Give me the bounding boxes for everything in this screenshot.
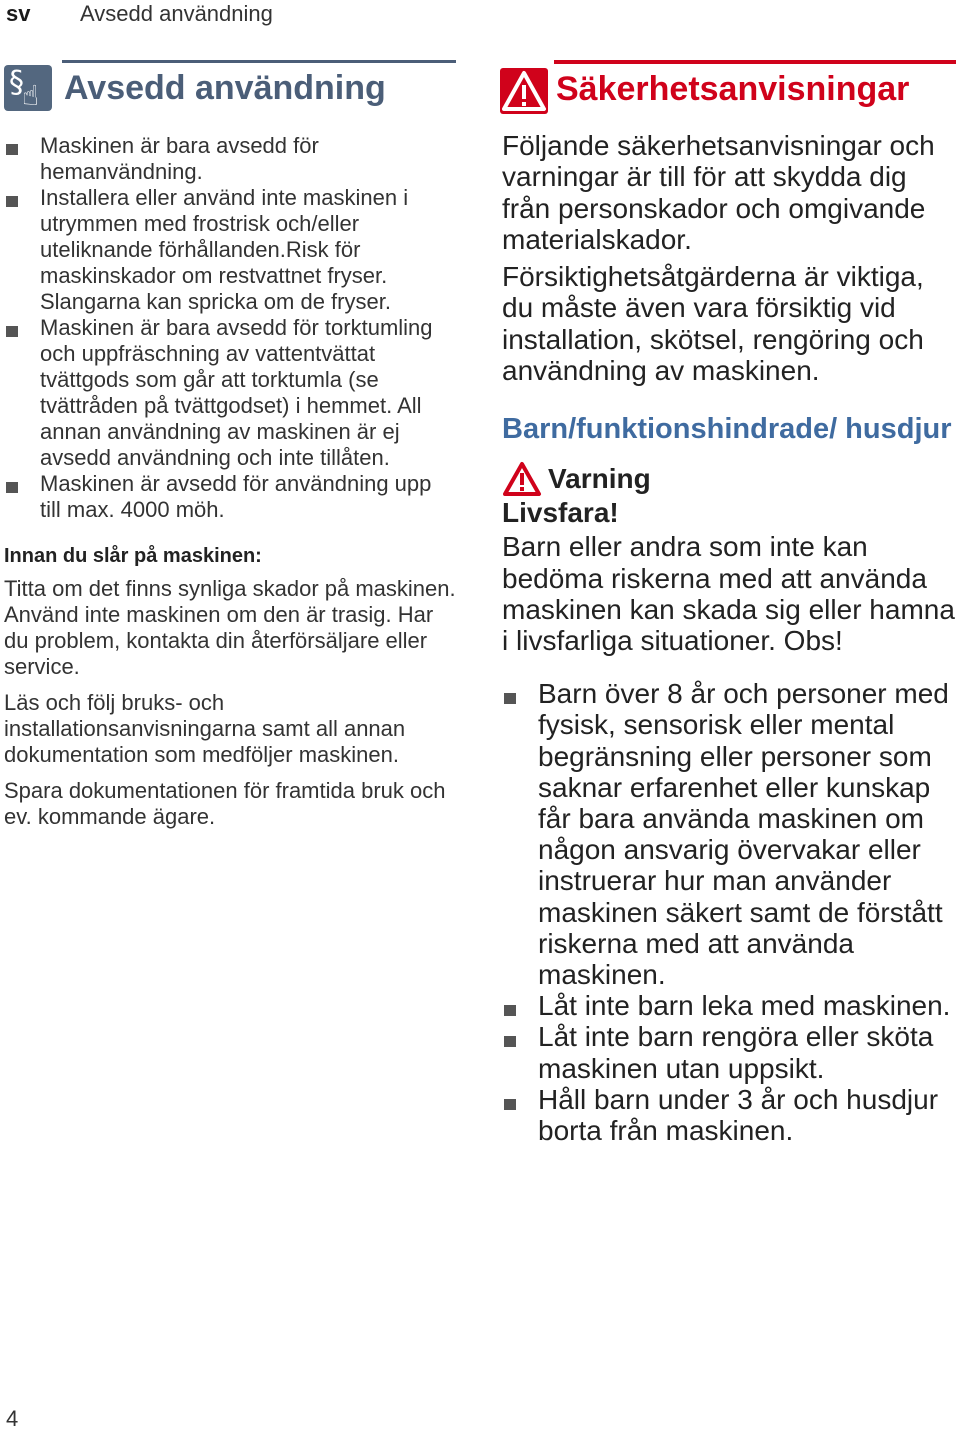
left-column: [4, 60, 456, 840]
language-code: sv: [6, 1, 31, 26]
list-item: Barn över 8 år och personer med fysisk, sensorisk eller mental begränsning eller personer som saknar erfarenhet eller kunskap får bara använda maskinen om någon ansvarig övervakar eller instruerar hur man använder maskinen säkert samt de förstått riskerna med att använda maskinen.: [502, 678, 956, 990]
intro-paragraph: Följande säkerhetsanvisningar och varningar är till för att skydda dig från personskador och omgivande materialskador.: [502, 130, 935, 255]
warning-triangle-icon: [502, 461, 542, 497]
warning-text: Barn eller andra som inte kan bedöma riskerna med att använda maskinen kan skada sig eller hamna i livsfarliga situationer. Obs!: [502, 531, 955, 656]
warning-triangle-icon: [500, 68, 548, 114]
section-title: Avsedd användning: [64, 69, 386, 107]
paragraph: Spara dokumentationen för framtida bruk och ev. kommande ägare.: [4, 778, 446, 829]
danger-label: Livsfara!: [502, 497, 619, 529]
paragraph: Titta om det finns synliga skador på maskinen. Använd inte maskinen om den är trasig. Har du problem, kontakta din återförsäljare eller service.: [4, 576, 456, 679]
intended-use-list: [4, 133, 456, 523]
paragraph-hand-icon: § ☝: [4, 65, 52, 111]
paragraph: Läs och följ bruks- och installationsanvisningarna samt all annan dokumentation som medföljer maskinen.: [4, 690, 406, 767]
list-item: Maskinen är bara avsedd för hemanvändning.: [4, 133, 456, 185]
list-item: Låt inte barn rengöra eller sköta maskinen utan uppsikt.: [502, 1021, 956, 1083]
children-subheading: Barn/funktionshindrade/ husdjur: [502, 413, 952, 446]
warning-label: Varning: [548, 463, 651, 495]
list-item: Håll barn under 3 år och husdjur borta från maskinen.: [502, 1084, 956, 1146]
children-safety-list: [502, 678, 956, 1146]
right-column: [502, 60, 956, 1146]
section-heading-safety: [554, 60, 956, 122]
section-heading-intended-use: [9, 60, 456, 121]
page-header: [6, 0, 273, 28]
header-title: Avsedd användning: [80, 1, 273, 26]
list-item: Maskinen är avsedd för användning upp till max. 4000 möh.: [4, 471, 456, 523]
warning-line: [502, 462, 956, 496]
page-number: 4: [6, 1406, 19, 1431]
list-item: Installera eller använd inte maskinen i utrymmen med frostrisk och/eller uteliknande förhållanden.Risk för maskinskador om restvattnet fryser. Slangarna kan spricka om de fryser.: [4, 185, 456, 315]
list-item: Låt inte barn leka med maskinen.: [502, 990, 956, 1021]
before-start-heading: Innan du slår på maskinen:: [4, 545, 262, 567]
intro-paragraph: Försiktighetsåtgärderna är viktiga, du måste även vara försiktig vid installation, skötsel, rengöring och användning av maskinen.: [502, 261, 924, 387]
section-title: Säkerhetsanvisningar: [556, 70, 910, 108]
list-item: Maskinen är bara avsedd för torktumling och uppfräschning av vattentvättat tvättgods som går att torktumla (se tvättråden på tvättgodset) i hemmet. All annan användning av maskinen är ej avsedd användning och inte tillåten.: [4, 315, 456, 471]
